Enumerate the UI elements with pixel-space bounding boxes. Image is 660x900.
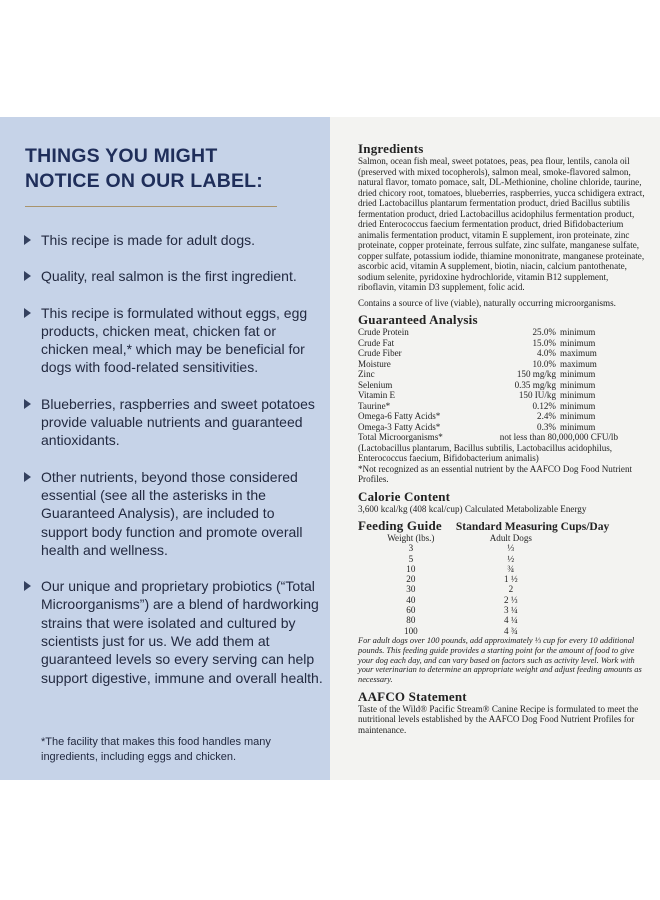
table-row [358,401,618,412]
label-highlights-list [24,231,324,705]
table-row [358,574,558,584]
ga-name: Selenium [358,379,393,390]
ga-value: 4.0% [537,348,556,358]
facility-footnote: *The facility that makes this food handles many ingredients, including eggs and chicken. [41,736,271,763]
table-row [358,338,618,349]
microorganisms-row [358,432,618,443]
heading-divider [25,206,277,207]
table-row [358,359,618,370]
feeding-cups: ¾ [507,563,515,574]
ga-qual: minimum [560,400,596,411]
ga-name: Crude Fat [358,337,395,348]
ga-name: Taurine* [358,400,391,411]
ga-value: 10.0% [532,358,556,369]
table-row [358,380,618,391]
ga-name: Crude Protein [358,327,409,337]
feeding-subtitle: Standard Measuring Cups/Day [455,521,610,533]
ga-qual: minimum [560,369,596,379]
triangle-bullet-icon [24,472,31,482]
triangle-bullet-icon [24,235,31,245]
list-item: This recipe is formulated without eggs, egg products, chicken meat, chicken fat or chicken meal,* which may be beneficial for dogs with food-related sensitivities. [24,304,324,377]
table-row [358,615,558,625]
feeding-weight: 10 [406,563,416,574]
ga-name: Moisture [358,358,391,369]
table-row [358,348,618,359]
triangle-bullet-icon [24,399,31,409]
feeding-cups: 1 ½ [504,574,518,585]
ga-name: Crude Fiber [358,348,402,358]
feeding-weight: 30 [406,584,416,595]
table-row [358,584,558,594]
triangle-bullet-icon [24,271,31,281]
micro-strains: (Lactobacillus plantarum, Bacillus subtilis, Lactobacillus acidophilus, Enterococcus faecium, Bifidobacterium animalis) [358,442,613,463]
feeding-guide-header [358,519,648,533]
ga-value: 150 IU/kg [518,390,556,400]
table-row [358,369,618,380]
ga-name: Omega-3 Fatty Acids* [358,421,441,432]
feeding-cups: 4 ¾ [504,625,518,636]
ga-value: 0.3% [537,421,556,432]
list-item: This recipe is made for adult dogs. [24,231,324,249]
ga-name: Zinc [358,369,375,379]
ga-qual: maximum [560,358,597,369]
table-row [358,543,558,553]
triangle-bullet-icon [24,581,31,591]
heading-line-2: NOTICE ON OUR LABEL: [25,170,263,192]
ga-value: 25.0% [532,327,556,337]
guaranteed-analysis-title: Guaranteed Analysis [358,312,478,327]
feeding-cups: 3 ¼ [504,605,518,616]
ga-qual: minimum [560,379,596,390]
feeding-weight: 60 [406,605,416,616]
list-item: Blueberries, raspberries and sweet potatoes provide valuable nutrients and guaranteed antioxidants. [24,395,324,450]
ga-value: 150 mg/kg [516,369,556,379]
feeding-cups: ½ [507,553,515,564]
label-panel [330,117,660,780]
list-item: Other nutrients, beyond those considered essential (see all the asterisks in the Guaranteed Analysis), are included to support body function and promote overall health and wellness. [24,468,324,559]
table-row [358,422,618,433]
table-row [358,626,558,636]
micro-name: Total Microorganisms* [358,432,443,442]
calorie-text: 3,600 kcal/kg (408 kcal/cup) Calculated Metabolizable Energy [358,503,587,514]
aafco-title: AAFCO Statement [358,688,467,704]
feeding-weight: 20 [406,574,416,585]
feeding-note: For adult dogs over 100 pounds, add approximately ⅓ cup for every 10 additional pounds. This feeding guide provides a starting point for the amount of food to give your dog each day, and can vary based on factors such as activity level. Work with your veterinarian to determine an appropriate weight and adjust feeding amounts as necessary. [358,635,642,685]
calorie-title: Calorie Content [358,488,451,504]
feeding-title: Feeding Guide [358,518,442,533]
left-panel [0,117,330,780]
ga-qual: maximum [560,348,597,358]
nutrition-label [358,142,648,735]
list-item: Quality, real salmon is the first ingredient. [24,267,324,285]
ga-name: Vitamin E [358,390,396,400]
feeding-cups: 2 ⅓ [504,594,518,605]
heading-line-1: THINGS YOU MIGHT [25,145,218,167]
feeding-weight: 80 [406,615,416,626]
feeding-weight: 3 [408,543,414,554]
ga-qual: minimum [560,421,596,432]
table-row [358,390,618,401]
aafco-nutrient-note: *Not recognized as an essential nutrient by the AAFCO Dog Food Nutrient Profiles. [358,463,633,484]
ga-value: 2.4% [537,411,556,421]
table-row [358,605,558,615]
table-row [358,554,558,564]
panel-heading [25,144,305,194]
ga-qual: minimum [560,337,596,348]
table-row [358,327,618,338]
feeding-col-adult: Adult Dogs [489,533,532,543]
ga-value: 0.12% [532,400,556,411]
table-row [358,411,618,422]
feeding-guide-table [358,533,558,636]
ga-name: Omega-6 Fatty Acids* [358,411,441,421]
feeding-cups: ⅓ [507,543,515,554]
guaranteed-analysis-table [358,327,618,432]
feeding-weight: 40 [406,594,416,605]
table-row [358,595,558,605]
triangle-bullet-icon [24,308,31,318]
ga-value: 15.0% [532,337,556,348]
list-item: Our unique and proprietary probiotics (“Total Microorganisms”) are a blend of hardworking strains that were isolated and cultured by scientists just for us. We add them at guaranteed levels so every serving can help support digestive, immune and overall health. [24,577,324,687]
feeding-cups: 2 [508,584,514,595]
feeding-weight: 100 [404,625,418,636]
micro-value: not less than 80,000,000 CFU/lb [499,432,618,442]
ingredients-text: Salmon, ocean fish meal, sweet potatoes, peas, pea flour, lentils, canola oil (preserved with mixed tocopherols), salmon meal, smoke-flavored salmon, natural flavor, tomato pomace, salt, DL-Methionine, choline chloride, taurine, dried chicory root, tomatoes, blueberries, raspberries, yucca schidigera extract, dried Lactobacillus plantarum fermentation product, dried Bacillus subtilis fermentation product, dried Lactobacillus acidophilus fermentation product, dried Enterococcus faecium fermentation product, dried Bifidobacterium animalis fermentation product, vitamin E supplement, iron proteinate, zinc proteinate, copper proteinate, ferrous sulfate, zinc sulfate, manganese sulfate, copper sulfate, potassium iodide, thiamine mononitrate, manganese proteinate, ascorbic acid, vitamin A supplement, biotin, niacin, calcium pantothenate, sodium selenite, pyridoxine hydrochloride, vitamin B12 supplement, riboflavin, vitamin D3 supplement, folic acid. [358,156,645,292]
ga-value: 0.35 mg/kg [514,379,556,390]
ingredients-title: Ingredients [358,141,424,156]
ga-qual: minimum [560,327,596,337]
ga-qual: minimum [560,390,596,400]
feeding-col-weight: Weight (lbs.) [387,533,435,543]
aafco-text: Taste of the Wild® Pacific Stream® Canine Recipe is formulated to meet the nutritional levels established by the AAFCO Dog Food Nutrient Profiles for maintenance. [358,703,639,735]
feeding-weight: 5 [408,553,414,564]
ga-qual: minimum [560,411,596,421]
probiotic-note: Contains a source of live (viable), naturally occurring microorganisms. [358,297,616,308]
table-row [358,564,558,574]
feeding-cups: 4 ¼ [504,615,518,626]
